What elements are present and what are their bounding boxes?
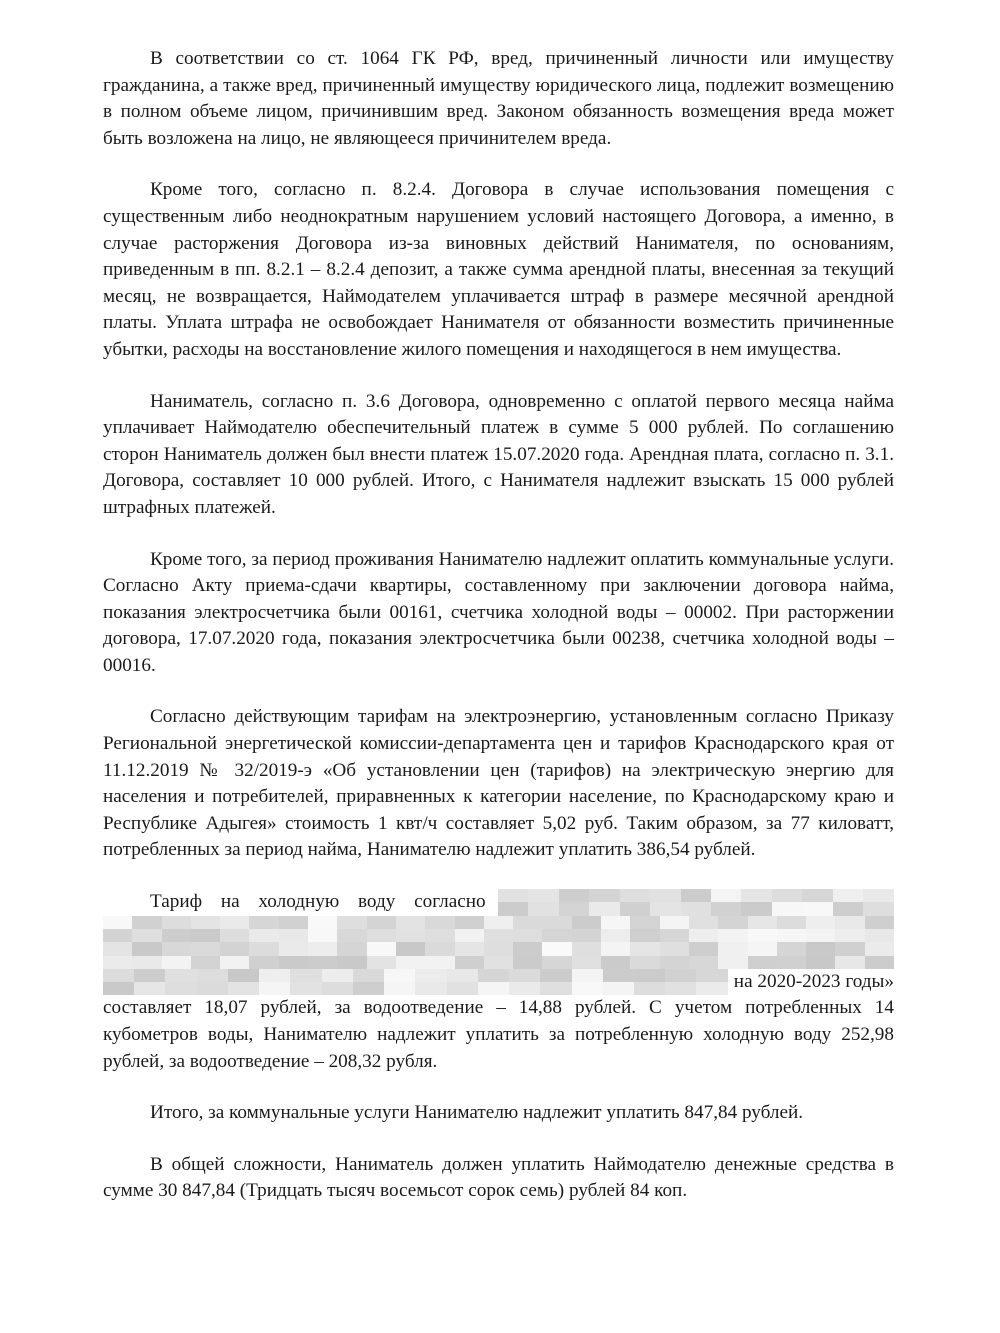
mosaic-tile: [865, 956, 894, 969]
paragraph-utilities-total: Итого, за коммунальные услуги Нанимателю надлежит уплатить 847,84 рублей.: [150, 1102, 804, 1124]
mosaic-tile: [718, 916, 747, 929]
mosaic-tile: [589, 889, 619, 902]
mosaic-tile: [290, 982, 321, 995]
mosaic-tile: [384, 982, 415, 995]
mosaic-tile: [134, 982, 165, 995]
mosaic-tile: [863, 902, 893, 915]
mosaic-tile: [249, 942, 278, 955]
mosaic-tile: [415, 982, 446, 995]
mosaic-tile: [748, 929, 777, 942]
mosaic-tile: [162, 956, 191, 969]
mosaic-tile: [103, 916, 132, 929]
mosaic-tile: [630, 956, 659, 969]
mosaic-tile: [806, 916, 835, 929]
mosaic-tile: [337, 929, 366, 942]
mosaic-tile: [650, 902, 680, 915]
mosaic-tile: [279, 916, 308, 929]
mosaic-tile: [542, 929, 571, 942]
paragraph-grand-total: В общей сложности, Наниматель должен уплатить Наймодателю денежные средства в сумме 30 847,84 (Тридцать тысяч восемьсот сорок семь) рублей 84 коп.: [103, 1153, 894, 1202]
mosaic-tile: [103, 942, 132, 955]
mosaic-tile: [308, 929, 337, 942]
mosaic-tile: [197, 982, 228, 995]
mosaic-tile: [777, 942, 806, 955]
mosaic-tile: [337, 942, 366, 955]
mosaic-tile: [630, 916, 659, 929]
mosaic-tile: [603, 969, 634, 982]
mosaic-tile: [498, 889, 528, 902]
mosaic-tile: [835, 916, 864, 929]
mosaic-tile: [415, 969, 446, 982]
mosaic-tile: [228, 969, 259, 982]
mosaic-tile: [630, 929, 659, 942]
mosaic-tile: [865, 929, 894, 942]
mosaic-tile: [337, 956, 366, 969]
mosaic-tile: [259, 982, 290, 995]
mosaic-tile: [559, 889, 589, 902]
mosaic-tile: [601, 929, 630, 942]
mosaic-tile: [103, 969, 134, 982]
mosaic-tile: [191, 916, 220, 929]
mosaic-tile: [660, 929, 689, 942]
mosaic-tile: [835, 956, 864, 969]
mosaic-tile: [777, 929, 806, 942]
mosaic-tile: [308, 956, 337, 969]
document-page: [103, 46, 894, 1230]
mosaic-tile: [162, 916, 191, 929]
mosaic-tile: [833, 902, 863, 915]
mosaic-tile: [425, 956, 454, 969]
mosaic-tile: [589, 902, 619, 915]
paragraph-deposit: Наниматель, согласно п. 3.6 Договора, одновременно с оплатой первого месяца найма уплачивает Наймодателю обеспечительный платеж в сумме 5 000 рублей. По соглашению сторон Наниматель должен был внести платеж 15.07.2020 года. Арендная плата, согласно п. 3.1. Договора, составляет 10 000 рублей. Итого, с Нанимателя надлежит взыскать 15 000 рублей штрафных платежей.: [103, 390, 894, 518]
mosaic-tile: [103, 956, 132, 969]
mosaic-tile: [748, 942, 777, 955]
mosaic-tile: [711, 902, 741, 915]
mosaic-tile: [689, 956, 718, 969]
mosaic-tile: [572, 942, 601, 955]
mosaic-tile: [197, 969, 228, 982]
mosaic-tile: [835, 929, 864, 942]
mosaic-tile: [689, 929, 718, 942]
mosaic-tile: [353, 982, 384, 995]
redacted-mosaic: [103, 942, 894, 969]
mosaic-tile: [455, 956, 484, 969]
mosaic-tile: [681, 902, 711, 915]
mosaic-tile: [396, 929, 425, 942]
mosaic-tile: [103, 982, 134, 995]
mosaic-tile: [165, 969, 196, 982]
mosaic-tile: [249, 956, 278, 969]
mosaic-tile: [741, 902, 771, 915]
mosaic-tile: [863, 889, 893, 902]
mosaic-tile: [279, 956, 308, 969]
mosaic-tile: [484, 942, 513, 955]
mosaic-tile: [528, 889, 558, 902]
mosaic-tile: [455, 916, 484, 929]
water-tariff-continuation: составляет 18,07 рублей, за водоотведение – 14,88 рублей. С учетом потребленных 14 кубометров воды, Нанимателю надлежит уплатить за потребленную холодную воду 252,98 рублей, за водоотведение – 208,32 рубля.: [103, 997, 894, 1072]
mosaic-tile: [601, 956, 630, 969]
mosaic-tile: [220, 929, 249, 942]
mosaic-tile: [367, 956, 396, 969]
mosaic-tile: [748, 956, 777, 969]
mosaic-tile: [802, 889, 832, 902]
mosaic-tile: [249, 929, 278, 942]
paragraph-penalty-clause: Кроме того, согласно п. 8.2.4. Договора в случае использования помещения с существенным либо неоднократным нарушением условий настоящего Договора, а именно, в случае расторжения Договора из-за виновных действий Нанимателя, по основаниям, приведенным в пп. 8.2.1 – 8.2.4 депозит, а также сумма арендной платы, внесенная за текущий месяц, не возвращается, Наймодателем уплачивается штраф в размере месячной арендной платы. Уплата штрафа не освобождает Нанимателя от обязанности возместить причиненные убытки, расходы на восстановление жилого помещения и находящегося в нем имущества.: [103, 179, 894, 360]
mosaic-tile: [478, 969, 509, 982]
mosaic-tile: [650, 889, 680, 902]
mosaic-tile: [134, 969, 165, 982]
mosaic-tile: [308, 942, 337, 955]
mosaic-tile: [806, 942, 835, 955]
mosaic-tile: [540, 969, 571, 982]
mosaic-tile: [681, 889, 711, 902]
mosaic-tile: [220, 916, 249, 929]
mosaic-tile: [513, 929, 542, 942]
mosaic-tile: [290, 969, 321, 982]
mosaic-tile: [367, 942, 396, 955]
mosaic-tile: [447, 982, 478, 995]
mosaic-tile: [396, 956, 425, 969]
mosaic-tile: [191, 942, 220, 955]
mosaic-tile: [132, 956, 161, 969]
mosaic-tile: [484, 929, 513, 942]
mosaic-tile: [425, 929, 454, 942]
mosaic-tile: [367, 916, 396, 929]
mosaic-tile: [689, 942, 718, 955]
mosaic-tile: [572, 982, 603, 995]
mosaic-tile: [601, 942, 630, 955]
mosaic-tile: [132, 942, 161, 955]
mosaic-tile: [696, 982, 727, 995]
mosaic-tile: [162, 942, 191, 955]
mosaic-tile: [542, 916, 571, 929]
mosaic-tile: [509, 982, 540, 995]
mosaic-tile: [572, 969, 603, 982]
mosaic-tile: [337, 916, 366, 929]
mosaic-tile: [279, 942, 308, 955]
mosaic-tile: [308, 916, 337, 929]
mosaic-tile: [660, 916, 689, 929]
mosaic-tile: [384, 969, 415, 982]
mosaic-tile: [540, 982, 571, 995]
mosaic-tile: [833, 889, 863, 902]
mosaic-tile: [528, 902, 558, 915]
water-tariff-lead: Тариф на холодную воду согласно: [103, 889, 498, 916]
mosaic-tile: [711, 889, 741, 902]
mosaic-tile: [748, 916, 777, 929]
mosaic-tile: [542, 942, 571, 955]
mosaic-tile: [132, 929, 161, 942]
mosaic-tile: [513, 916, 542, 929]
mosaic-tile: [835, 942, 864, 955]
mosaic-tile: [601, 916, 630, 929]
mosaic-tile: [455, 929, 484, 942]
mosaic-tile: [718, 929, 747, 942]
mosaic-tile: [665, 969, 696, 982]
mosaic-tile: [741, 889, 771, 902]
mosaic-tile: [772, 889, 802, 902]
water-tariff-redacted-tail: на 2020-2023 годы»: [728, 969, 894, 996]
paragraph-liability: В соответствии со ст. 1064 ГК РФ, вред, причиненный личности или имуществу гражданина, а также вред, причиненный имуществу юридического лица, подлежит возмещению в полном объеме лицом, причинившим вред. Законом обязанность возмещения вреда может быть возложена на лицо, не являющееся причинителем вреда.: [103, 48, 894, 149]
mosaic-tile: [559, 902, 589, 915]
redacted-mosaic: [103, 916, 894, 943]
mosaic-tile: [396, 942, 425, 955]
mosaic-tile: [777, 916, 806, 929]
paragraph-meter-readings: Кроме того, за период проживания Нанимателю надлежит оплатить коммунальные услуги. Согласно Акту приема-сдачи квартиры, составленному при заключении договора найма, показания электросчетчика были 00161, счетчика холодной воды – 00002. При расторжении договора, 17.07.2020 года, показания электросчетчика были 00238, счетчика холодной воды – 00016.: [103, 548, 894, 676]
mosaic-tile: [696, 969, 727, 982]
mosaic-tile: [322, 969, 353, 982]
mosaic-tile: [279, 929, 308, 942]
mosaic-tile: [484, 916, 513, 929]
mosaic-tile: [191, 929, 220, 942]
mosaic-tile: [513, 956, 542, 969]
mosaic-tile: [447, 969, 478, 982]
mosaic-tile: [396, 916, 425, 929]
mosaic-tile: [572, 916, 601, 929]
mosaic-tile: [634, 982, 665, 995]
mosaic-tile: [603, 982, 634, 995]
mosaic-tile: [777, 956, 806, 969]
mosaic-tile: [802, 902, 832, 915]
mosaic-tile: [484, 956, 513, 969]
mosaic-tile: [509, 969, 540, 982]
mosaic-tile: [228, 982, 259, 995]
mosaic-tile: [165, 982, 196, 995]
mosaic-tile: [718, 956, 747, 969]
mosaic-tile: [865, 942, 894, 955]
mosaic-tile: [660, 956, 689, 969]
mosaic-tile: [367, 929, 396, 942]
mosaic-tile: [498, 902, 528, 915]
redacted-mosaic: [498, 889, 894, 916]
mosaic-tile: [478, 982, 509, 995]
mosaic-tile: [806, 929, 835, 942]
mosaic-tile: [660, 942, 689, 955]
mosaic-tile: [322, 982, 353, 995]
mosaic-tile: [572, 929, 601, 942]
mosaic-tile: [220, 942, 249, 955]
mosaic-tile: [620, 889, 650, 902]
mosaic-tile: [132, 916, 161, 929]
mosaic-tile: [806, 956, 835, 969]
mosaic-tile: [162, 929, 191, 942]
mosaic-tile: [425, 916, 454, 929]
mosaic-tile: [191, 956, 220, 969]
mosaic-tile: [220, 956, 249, 969]
mosaic-tile: [665, 982, 696, 995]
paragraph-electricity-tariff: Согласно действующим тарифам на электроэнергию, установленным согласно Приказу Региональной энергетической комиссии-департамента цен и тарифов Краснодарского края от 11.12.2019 № 32/2019-э «Об установлении цен (тарифов) на электрическую энергию для населения и потребителей, приравненных к категории население, по Краснодарскому краю и Республике Адыгея» стоимость 1 квт/ч составляет 5,02 руб. Таким образом, за 77 киловатт, потребленных за период найма, Нанимателю надлежит уплатить 386,54 рублей.: [103, 706, 894, 861]
paragraph-water-tariff: [103, 889, 894, 1075]
mosaic-tile: [865, 916, 894, 929]
mosaic-tile: [772, 902, 802, 915]
mosaic-tile: [455, 942, 484, 955]
mosaic-tile: [425, 942, 454, 955]
mosaic-tile: [718, 942, 747, 955]
mosaic-tile: [630, 942, 659, 955]
mosaic-tile: [689, 916, 718, 929]
mosaic-tile: [249, 916, 278, 929]
mosaic-tile: [353, 969, 384, 982]
mosaic-tile: [620, 902, 650, 915]
mosaic-tile: [513, 942, 542, 955]
mosaic-tile: [572, 956, 601, 969]
mosaic-tile: [542, 956, 571, 969]
redacted-mosaic: [103, 969, 728, 996]
mosaic-tile: [259, 969, 290, 982]
mosaic-tile: [634, 969, 665, 982]
mosaic-tile: [103, 929, 132, 942]
